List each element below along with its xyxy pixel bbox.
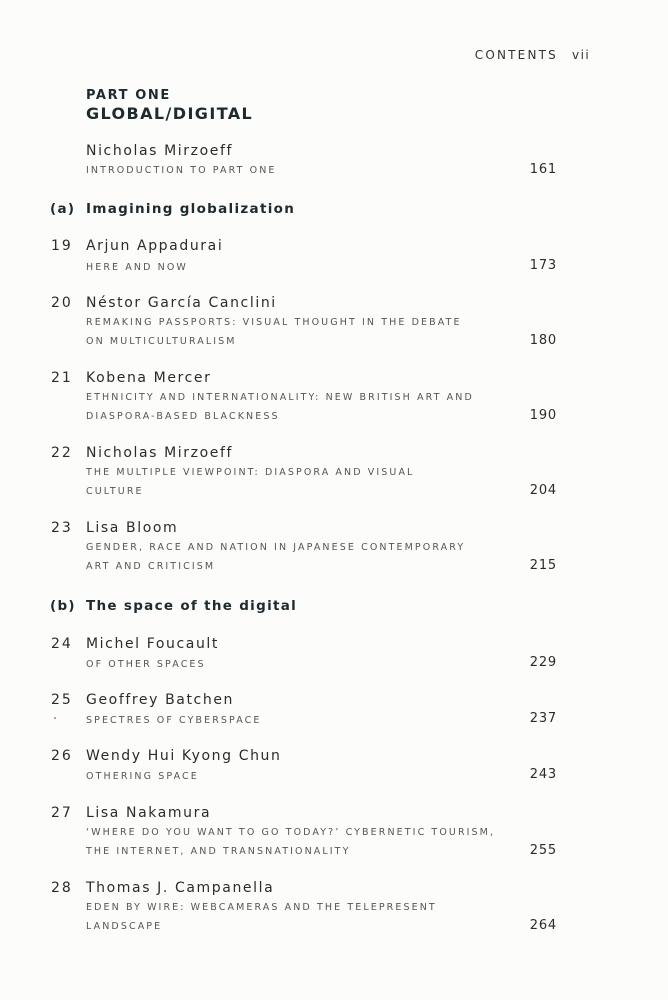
entry-page-number: 173 [529, 258, 557, 273]
entry-title-line: LANDSCAPE [86, 921, 163, 932]
entry-title-line: INTRODUCTION TO PART ONE [86, 165, 277, 176]
running-head-label: CONTENTS [474, 48, 558, 62]
running-head [474, 48, 591, 62]
entry-title-line: GENDER, RACE AND NATION IN JAPANESE CONTEMPORARY [86, 542, 466, 553]
section-heading-a [50, 201, 295, 217]
entry-page-number: 161 [529, 162, 557, 177]
entry-title-line: ON MULTICULTURALISM [86, 336, 237, 347]
entry-page-number: 180 [529, 333, 557, 348]
section-letter: (b) [50, 598, 76, 614]
entry-title-line: CULTURE [86, 486, 144, 497]
entry-number: 25 [51, 692, 73, 708]
entry-page-number: 204 [529, 483, 557, 498]
section-title: The space of the digital [86, 598, 298, 614]
entry-page-number: 264 [529, 918, 557, 933]
entry-title-line: ETHNICITY AND INTERNATIONALITY: NEW BRITISH ART AND [86, 392, 474, 403]
page-folio: vii [572, 48, 591, 62]
entry-title-line: OF OTHER SPACES [86, 659, 206, 670]
entry-title-line: THE INTERNET, AND TRANSNATIONALITY [86, 846, 351, 857]
entry-author: Arjun Appadurai [86, 238, 224, 254]
entry-author: Thomas J. Campanella [86, 880, 275, 896]
entry-author: Kobena Mercer [86, 370, 212, 386]
entry-page-number: 237 [529, 711, 557, 726]
entry-title-line: ART AND CRITICISM [86, 561, 216, 572]
entry-page-number: 229 [529, 655, 557, 670]
entry-number: 19 [51, 238, 73, 254]
print-speck [54, 717, 56, 719]
entry-author: Nicholas Mirzoeff [86, 143, 234, 159]
entry-title-line: DIASPORA-BASED BLACKNESS [86, 411, 280, 422]
entry-number: 20 [51, 295, 73, 311]
entry-page-number: 215 [529, 558, 557, 573]
section-title: Imagining globalization [86, 201, 296, 217]
entry-page-number: 243 [529, 767, 557, 782]
section-letter: (a) [50, 201, 76, 217]
entry-author: Wendy Hui Kyong Chun [86, 748, 282, 764]
entry-number: 21 [51, 370, 73, 386]
entry-page-number: 255 [529, 843, 557, 858]
entry-title-line: THE MULTIPLE VIEWPOINT: DIASPORA AND VISUAL [86, 467, 415, 478]
entry-author: Lisa Nakamura [86, 805, 212, 821]
entry-title-line: EDEN BY WIRE: WEBCAMERAS AND THE TELEPRESENT [86, 902, 437, 913]
entry-number: 22 [51, 445, 73, 461]
entry-number: 28 [51, 880, 73, 896]
entry-page-number: 190 [529, 408, 557, 423]
entry-author: Néstor García Canclini [86, 295, 277, 311]
entry-number: 27 [51, 805, 73, 821]
entry-title-line: REMAKING PASSPORTS: VISUAL THOUGHT IN THE DEBATE [86, 317, 462, 328]
entry-title-line: SPECTRES OF CYBERSPACE [86, 715, 262, 726]
entry-author: Nicholas Mirzoeff [86, 445, 234, 461]
entry-number: 26 [51, 748, 73, 764]
entry-author: Michel Foucault [86, 636, 220, 652]
entry-number: 24 [51, 636, 73, 652]
entry-author: Geoffrey Batchen [86, 692, 235, 708]
entry-title-line: ‘WHERE DO YOU WANT TO GO TODAY?’ CYBERNETIC TOURISM, [86, 827, 496, 838]
entry-title-line: HERE AND NOW [86, 262, 188, 273]
part-title: GLOBAL/DIGITAL [86, 104, 254, 123]
part-label: PART ONE [86, 88, 171, 103]
entry-title-line: OTHERING SPACE [86, 771, 199, 782]
entry-number: 23 [51, 520, 73, 536]
entry-author: Lisa Bloom [86, 520, 179, 536]
section-heading-b [50, 598, 297, 614]
